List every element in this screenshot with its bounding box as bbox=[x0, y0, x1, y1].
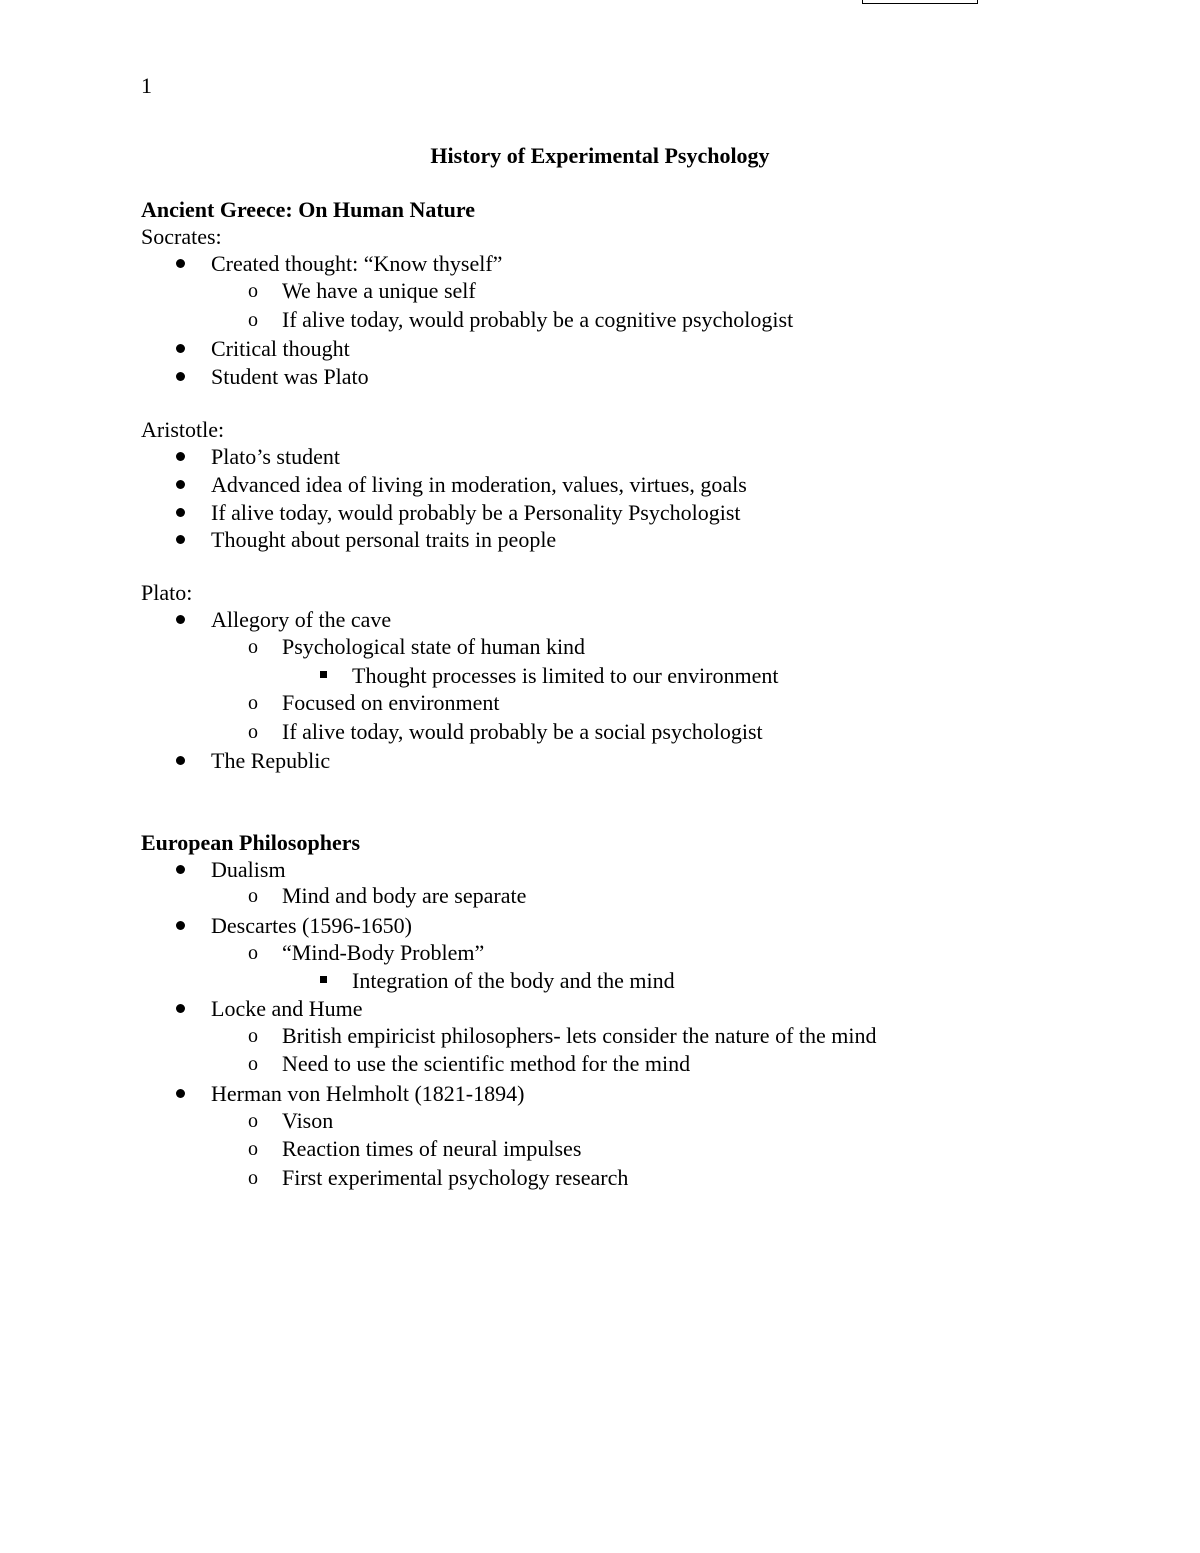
list-item: Thought processes is limited to our environment bbox=[352, 663, 779, 688]
list-item: Plato’s student bbox=[211, 444, 340, 469]
list-item: If alive today, would probably be a Personality Psychologist bbox=[211, 500, 741, 525]
list-item: Need to use the scientific method for the mind bbox=[282, 1051, 691, 1076]
bullet-marker bbox=[176, 508, 185, 517]
bullet-marker bbox=[176, 452, 185, 461]
circle-marker: o bbox=[248, 1110, 258, 1132]
list-item: The Republic bbox=[211, 748, 331, 773]
circle-marker: o bbox=[248, 885, 258, 907]
list-item: Reaction times of neural impulses bbox=[282, 1136, 582, 1161]
bullet-marker bbox=[176, 865, 185, 874]
list-item: Psychological state of human kind bbox=[282, 634, 586, 659]
bullet-marker bbox=[176, 535, 185, 544]
list-item: Allegory of the cave bbox=[211, 607, 392, 632]
list-item: If alive today, would probably be a cognitive psychologist bbox=[282, 307, 794, 332]
bullet-marker bbox=[176, 921, 185, 930]
list-item: British empiricist philosophers- lets consider the nature of the mind bbox=[282, 1023, 877, 1048]
bullet-marker bbox=[176, 480, 185, 489]
bullet-marker bbox=[176, 615, 185, 624]
bullet-marker bbox=[176, 259, 185, 268]
bullet-marker bbox=[176, 1089, 185, 1098]
circle-marker: o bbox=[248, 309, 258, 331]
list-item: Locke and Hume bbox=[211, 996, 363, 1021]
list-item: “Mind-Body Problem” bbox=[282, 940, 485, 965]
list-item: Dualism bbox=[211, 857, 286, 882]
bullet-marker bbox=[176, 1004, 185, 1013]
list-item: Mind and body are separate bbox=[282, 883, 527, 908]
list-item: Critical thought bbox=[211, 336, 350, 361]
circle-marker: o bbox=[248, 636, 258, 658]
list-item: Descartes (1596-1650) bbox=[211, 913, 412, 938]
bullet-marker bbox=[176, 756, 185, 765]
circle-marker: o bbox=[248, 942, 258, 964]
subsection-label-aristotle: Aristotle: bbox=[141, 417, 225, 442]
list-item: If alive today, would probably be a social psychologist bbox=[282, 719, 763, 744]
list-item: Herman von Helmholt (1821-1894) bbox=[211, 1081, 525, 1106]
subsection-label-plato: Plato: bbox=[141, 580, 193, 605]
section-heading-ancient-greece: Ancient Greece: On Human Nature bbox=[141, 197, 476, 222]
list-item: Student was Plato bbox=[211, 364, 369, 389]
bullet-marker bbox=[176, 344, 185, 353]
page-number: 1 bbox=[141, 73, 152, 98]
list-item: Advanced idea of living in moderation, values, virtues, goals bbox=[211, 472, 747, 497]
square-marker bbox=[320, 976, 327, 983]
list-item: First experimental psychology research bbox=[282, 1165, 629, 1190]
circle-marker: o bbox=[248, 1025, 258, 1047]
list-item: Focused on environment bbox=[282, 690, 500, 715]
square-marker bbox=[320, 671, 327, 678]
corner-box bbox=[862, 0, 978, 4]
list-item: We have a unique self bbox=[282, 278, 476, 303]
list-item: Created thought: “Know thyself” bbox=[211, 251, 503, 276]
circle-marker: o bbox=[248, 1167, 258, 1189]
circle-marker: o bbox=[248, 692, 258, 714]
bullet-marker bbox=[176, 372, 185, 381]
circle-marker: o bbox=[248, 1053, 258, 1075]
document-title: History of Experimental Psychology bbox=[430, 143, 770, 168]
list-item: Integration of the body and the mind bbox=[352, 968, 675, 993]
section-heading-european: European Philosophers bbox=[141, 830, 361, 855]
subsection-label-socrates: Socrates: bbox=[141, 224, 222, 249]
list-item: Thought about personal traits in people bbox=[211, 527, 557, 552]
circle-marker: o bbox=[248, 721, 258, 743]
list-item: Vison bbox=[282, 1108, 334, 1133]
circle-marker: o bbox=[248, 280, 258, 302]
circle-marker: o bbox=[248, 1138, 258, 1160]
